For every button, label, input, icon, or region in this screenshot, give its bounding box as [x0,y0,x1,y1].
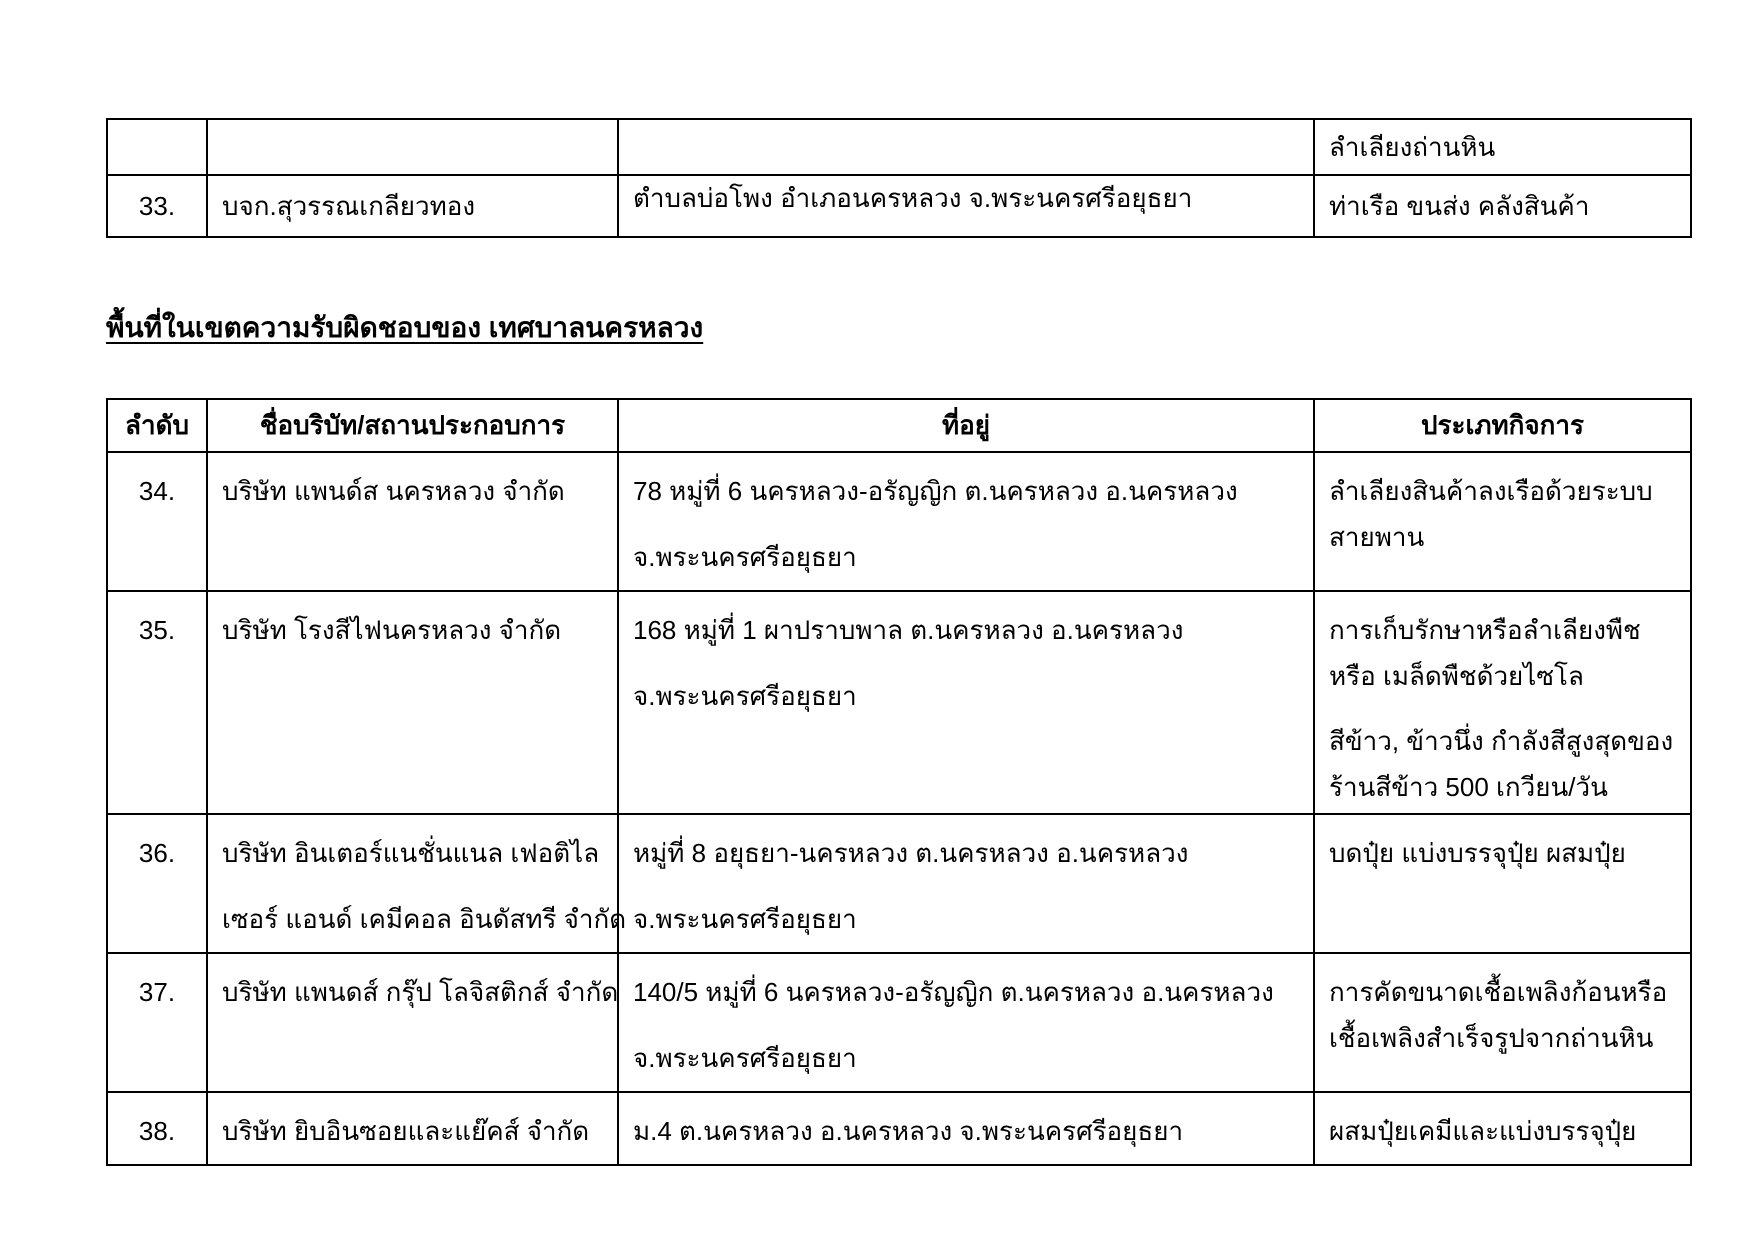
table-row [107,175,1691,237]
section-heading: พื้นที่ในเขตความรับผิดชอบของ เทศบาลนครหลวง [106,312,704,343]
company-name-line: เซอร์ แอนด์ เคมีคอล อินดัสทรี จำกัด [222,904,627,934]
main-table-body [107,452,1691,1165]
business-type-paragraph [1329,1108,1682,1154]
table-row [107,452,1691,591]
address-line: ม.4 ต.นครหลวง อ.นครหลวง จ.พระนครศรีอยุธยา [633,1116,1184,1146]
address-line: จ.พระนครศรีอยุธยา [633,904,857,934]
business-type-line: ลำเลียงสินค้าลงเรือด้วยระบบ [1329,476,1653,506]
row-number-cell [107,119,207,175]
address-cell [618,953,1314,1092]
company-name-cell [207,953,618,1092]
business-type-line: หรือ เมล็ดพืชด้วยไซโล [1329,661,1584,691]
business-type-cell [1314,814,1691,953]
business-type-paragraph [1329,718,1682,810]
business-type-line: เชื้อเพลิงสำเร็จรูปจากถ่านหิน [1329,1023,1654,1053]
address-line: ตำบลบ่อโพง อำเภอนครหลวง จ.พระนครศรีอยุธยา [633,183,1193,213]
table-header-row [107,399,1691,452]
business-type-line: สีข้าว, ข้าวนึ่ง กำลังสีสูงสุดของ [1329,726,1674,756]
table-row [107,119,1691,175]
address-cell [618,119,1314,175]
company-name-cell [207,175,618,237]
business-type-cell [1314,1092,1691,1165]
header-address: ที่อยู่ [618,399,1314,452]
business-type-paragraph [1329,969,1682,1061]
header-type: ประเภทกิจการ [1314,399,1691,452]
company-name-line: บริษัท แพนดส์ กรุ๊ป โลจิสติกส์ จำกัด [222,977,619,1007]
row-number-cell: 36. [107,814,207,953]
table-row [107,1092,1691,1165]
address-cell [618,591,1314,814]
company-name-cell [207,452,618,591]
address-line: 78 หมู่ที่ 6 นครหลวง-อรัญญิก ต.นครหลวง อ.นครหลวง [633,476,1238,506]
row-number-cell: 33. [107,175,207,237]
company-name-cell [207,1092,618,1165]
table-header [107,399,1691,452]
table-row [107,591,1691,814]
company-name-line: บริษัท อินเตอร์แนชั่นแนล เฟอติไล [222,838,600,868]
address-cell [618,1092,1314,1165]
address-line: จ.พระนครศรีอยุธยา [633,681,857,711]
header-no: ลำดับ [107,399,207,452]
business-type-cell [1314,119,1691,175]
business-type-line: ร้านสีข้าว 500 เกวียน/วัน [1329,772,1608,802]
business-type-paragraph [1329,607,1682,699]
business-type-cell [1314,175,1691,237]
business-type-paragraph [1329,830,1682,876]
business-type-paragraph [1329,186,1682,227]
address-cell [618,814,1314,953]
business-type-line: ลำเลียงถ่านหิน [1329,131,1496,162]
company-name-line: บจก.สุวรรณเกลียวทอง [222,190,476,221]
business-type-line: การคัดขนาดเชื้อเพลิงก้อนหรือ [1329,977,1668,1007]
municipality-establishments-table [106,398,1692,1166]
table-row [107,953,1691,1092]
address-line: หมู่ที่ 8 อยุธยา-นครหลวง ต.นครหลวง อ.นครหลวง [633,838,1189,868]
business-type-paragraph [1329,127,1682,168]
row-number-cell: 35. [107,591,207,814]
previous-section-table-continuation [106,118,1692,238]
row-number-cell: 37. [107,953,207,1092]
table-row [107,814,1691,953]
company-name-cell [207,591,618,814]
business-type-line: สายพาน [1329,522,1425,552]
business-type-cell [1314,591,1691,814]
business-type-line: บดปุ๋ย แบ่งบรรจุปุ๋ย ผสมปุ๋ย [1329,838,1626,868]
business-type-cell [1314,953,1691,1092]
business-type-line: ท่าเรือ ขนส่ง คลังสินค้า [1329,190,1590,221]
business-type-line: การเก็บรักษาหรือลำเลียงพืช [1329,615,1641,645]
company-name-cell [207,119,618,175]
address-line: จ.พระนครศรีอยุธยา [633,1043,857,1073]
address-line: 140/5 หมู่ที่ 6 นครหลวง-อรัญญิก ต.นครหลวง อ.นครหลวง [633,977,1274,1007]
business-type-line: ผสมปุ๋ยเคมีและแบ่งบรรจุปุ๋ย [1329,1116,1637,1146]
company-name-line: บริษัท ยิบอินซอยและแย๊คส์ จำกัด [222,1116,590,1146]
company-name-line: บริษัท โรงสีไฟนครหลวง จำกัด [222,615,562,645]
address-cell [618,175,1314,237]
row-number-cell: 38. [107,1092,207,1165]
previous-table-body [107,119,1691,237]
business-type-paragraph [1329,468,1682,560]
address-cell [618,452,1314,591]
business-type-cell [1314,452,1691,591]
company-name-cell [207,814,627,953]
header-company: ชื่อบริบัท/สถานประกอบการ [207,399,618,452]
address-line: จ.พระนครศรีอยุธยา [633,542,857,572]
company-name-line: บริษัท แพนด์ส นครหลวง จำกัด [222,476,565,506]
row-number-cell: 34. [107,452,207,591]
address-line: 168 หมู่ที่ 1 ผาปราบพาล ต.นครหลวง อ.นครหลวง [633,615,1184,645]
